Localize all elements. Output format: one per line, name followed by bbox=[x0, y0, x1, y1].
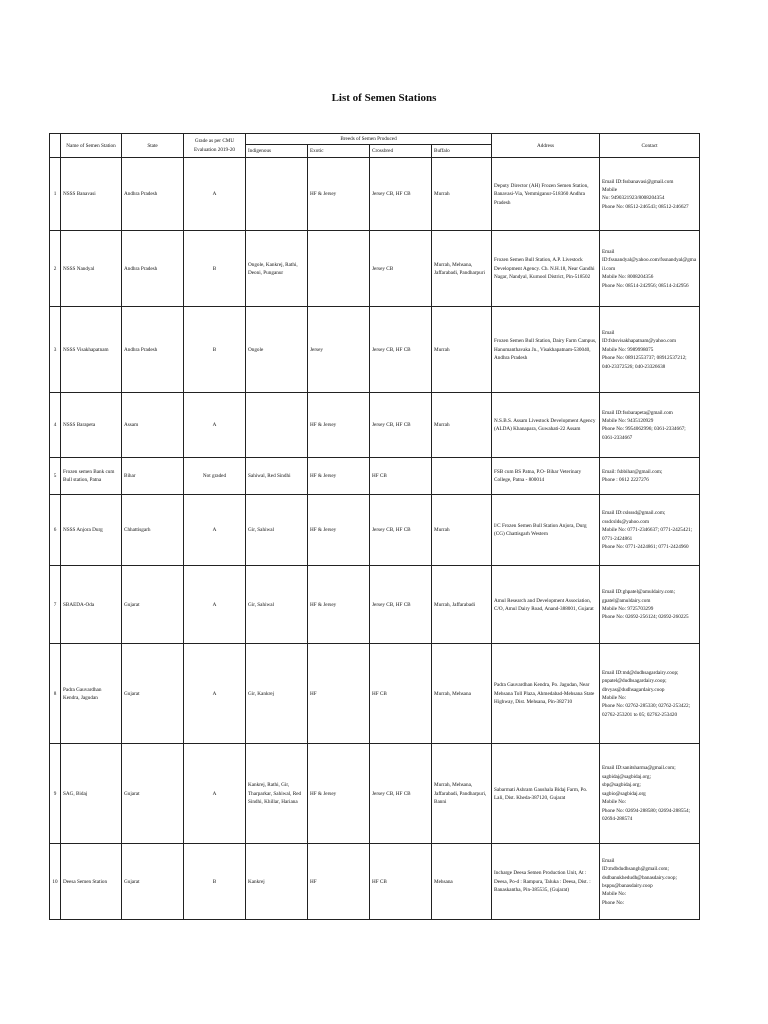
contact-line: Mobile No: 9435120929 bbox=[602, 418, 654, 424]
contact-line: gpatel@amuldairy.com bbox=[602, 597, 651, 604]
contact-line: Mobile No: bbox=[602, 799, 627, 806]
contact-line: sagbidaj@sagbidaj.org; bbox=[602, 773, 651, 780]
contact-line: Phone No: 02762-285330; 02762-253422; 02762-253201 to 05; 02762-253420 bbox=[602, 703, 691, 718]
contact-line: Email bbox=[602, 329, 615, 336]
indigenous-breeds-cell: Gir, Kankrej bbox=[246, 644, 308, 744]
table-row bbox=[50, 495, 700, 566]
contact-line: Email ID:ghpatel@amuldairy.com; bbox=[602, 589, 676, 596]
address-cell: N.S.B.S. Assam Livestock Development Agency (ALDA) Khanapara, Guwahati-22 Assam bbox=[492, 393, 600, 458]
contact-line: dsdbanukhedudh@banasdairy.coop; bbox=[602, 874, 677, 881]
address-cell: Frozen Semen Bull Station, A.P. Livestock Development Agency. Ch. N.H.18, Near Gandhi Nagar, Nandyal, Kurnool District, Pin-518502 bbox=[492, 231, 600, 307]
grade-cell: A bbox=[184, 158, 246, 231]
table-body bbox=[50, 158, 700, 920]
contact-line: Phone No: 08514-242956; 08514-242956 bbox=[602, 282, 689, 289]
header-state: State bbox=[122, 134, 184, 158]
contact-cell bbox=[600, 393, 700, 458]
header-indigenous: Indigenous bbox=[246, 145, 308, 158]
contact-line: dbvyas@dudhsagardairy.coop bbox=[602, 686, 665, 693]
table-row bbox=[50, 458, 700, 495]
address-cell: Deputy Director (AH) Frozen Semen Station, Banavasi-Via, Yemmiganur-518360 Andhra Pradesh bbox=[492, 158, 600, 231]
grade-cell: A bbox=[184, 644, 246, 744]
contact-line: Email: fsbbihar@gmail.com; bbox=[602, 469, 663, 475]
exotic-breeds-cell: HF & Jersey bbox=[308, 458, 370, 495]
address-cell: FSB cum BS Patna, P.O- Bihar Veterinary College, Patna - 800014 bbox=[492, 458, 600, 495]
contact-line: ID:fsbsvisakhapatnam@yahoo.com bbox=[602, 338, 677, 345]
address-cell: Frozen Semen Bull Station, Dairy Farm Campus, Hanumanthavaka Jn., Visakhapatnam-530040, Andhra Pradesh bbox=[492, 307, 600, 393]
contact-line: ID:fssnandyal@yahoo.com/fssnandyal@gmail.com bbox=[602, 257, 697, 272]
state-cell: Gujarat bbox=[122, 644, 184, 744]
contact-line: Phone No: bbox=[602, 899, 625, 906]
semen-stations-table bbox=[49, 133, 700, 920]
indigenous-breeds-cell bbox=[246, 158, 308, 231]
crossbred-breeds-cell: Jersey CB, HF CB bbox=[370, 393, 432, 458]
header-buffalo: Buffalo bbox=[432, 145, 492, 158]
buffalo-breeds-cell: Mehsana bbox=[432, 844, 492, 920]
contact-line: ID:mdbdudhsangh@gmail.com; bbox=[602, 866, 669, 873]
grade-cell: A bbox=[184, 744, 246, 844]
state-cell: Gujarat bbox=[122, 744, 184, 844]
state-cell: Gujarat bbox=[122, 566, 184, 644]
buffalo-breeds-cell: Murrah bbox=[432, 307, 492, 393]
contact-line: Email ID:fssbarapeta@gmail.com bbox=[602, 409, 673, 416]
table-header bbox=[50, 134, 700, 158]
station-name: Frozen semen Bank cum Bull station, Patna bbox=[61, 458, 122, 495]
address-cell: Padra Gauvardhan Kendra, Po. Jagudan, Near Mehsana Toll Plaza, Ahmedabad-Mehsana State Highway, Dist. Mehsana, Pin-382710 bbox=[492, 644, 600, 744]
crossbred-breeds-cell: Jersey CB, HF CB bbox=[370, 566, 432, 644]
address-cell: Amul Research and Development Association, C/O, Amul Dairy Road, Anand-388001, Gujarat bbox=[492, 566, 600, 644]
crossbred-breeds-cell: Jersey CB, HF CB bbox=[370, 307, 432, 393]
row-number: 3 bbox=[50, 307, 61, 393]
contact-line: Phone No: 0771-2424861; 0771-2424960 bbox=[602, 544, 689, 551]
contact-line: Email ID:md@dudhsagardairy.coop; bbox=[602, 669, 679, 676]
indigenous-breeds-cell: Ongole bbox=[246, 307, 308, 393]
contact-line: Mobile No: 9989998075 bbox=[602, 346, 654, 353]
contact-line: Phone No: 9954062996; 0361-2334667; 0361-2334667 bbox=[602, 426, 686, 441]
state-cell: Gujarat bbox=[122, 844, 184, 920]
row-number: 10 bbox=[50, 844, 61, 920]
row-number: 2 bbox=[50, 231, 61, 307]
contact-line: Phone No: 08512-246543; 08512-246627 bbox=[602, 203, 689, 210]
station-name: NSSS Nandyal bbox=[61, 231, 122, 307]
contact-line: Phone No: 08912553737; 08912537212; 040-23372526; 040-23326638 bbox=[602, 355, 687, 370]
state-cell: Assam bbox=[122, 393, 184, 458]
indigenous-breeds-cell: Gir, Sahiwal bbox=[246, 566, 308, 644]
contact-line: Phone No: 02694-288580; 02694-288554; 02694-288574 bbox=[602, 807, 691, 822]
station-name: SBAEDA-Oda bbox=[61, 566, 122, 644]
contact-cell bbox=[600, 158, 700, 231]
contact-line: cssdcslds@yahoo.com bbox=[602, 518, 650, 525]
exotic-breeds-cell bbox=[308, 231, 370, 307]
crossbred-breeds-cell: Jersey CB, HF CB bbox=[370, 158, 432, 231]
grade-cell: A bbox=[184, 393, 246, 458]
header-sn bbox=[50, 134, 61, 158]
row-number: 5 bbox=[50, 458, 61, 495]
row-number: 9 bbox=[50, 744, 61, 844]
header-crossbred: Crossbred bbox=[370, 145, 432, 158]
station-name: NSSS Anjora Durg bbox=[61, 495, 122, 566]
contact-line: Mobile No: 0771-2346637; 0771-2425421; 0771-2424861 bbox=[602, 527, 693, 542]
contact-cell bbox=[600, 495, 700, 566]
header-contact: Contact bbox=[600, 134, 700, 158]
contact-cell bbox=[600, 307, 700, 393]
state-cell: Chhattisgarh bbox=[122, 495, 184, 566]
exotic-breeds-cell: HF bbox=[308, 644, 370, 744]
table-row bbox=[50, 644, 700, 744]
table-row bbox=[50, 744, 700, 844]
contact-line: Mobile No: 8008204356 bbox=[602, 274, 654, 281]
row-number: 6 bbox=[50, 495, 61, 566]
contact-line: Mobile No: bbox=[602, 891, 627, 898]
header-name: Name of Semen Station bbox=[61, 134, 122, 158]
row-number: 7 bbox=[50, 566, 61, 644]
exotic-breeds-cell: HF & Jersey bbox=[308, 566, 370, 644]
exotic-breeds-cell: HF bbox=[308, 844, 370, 920]
contact-line: Mobile No: 9725703299 bbox=[602, 605, 654, 612]
table-row bbox=[50, 566, 700, 644]
grade-cell: B bbox=[184, 307, 246, 393]
contact-line: Email bbox=[602, 248, 615, 255]
contact-cell bbox=[600, 566, 700, 644]
contact-cell bbox=[600, 744, 700, 844]
crossbred-breeds-cell: HF CB bbox=[370, 644, 432, 744]
contact-line: sbp@sagbidaj.org; bbox=[602, 782, 641, 789]
crossbred-breeds-cell: HF CB bbox=[370, 844, 432, 920]
contact-cell bbox=[600, 844, 700, 920]
document-title: List of Semen Stations bbox=[331, 92, 437, 104]
contact-line: Phone : 0612 2227276 bbox=[602, 477, 649, 484]
station-name: Deesa Semen Station bbox=[61, 844, 122, 920]
header-address: Address bbox=[492, 134, 600, 158]
buffalo-breeds-cell bbox=[432, 458, 492, 495]
buffalo-breeds-cell: Murrah, Mehsana, Jaffarabadi, Pandharpuri bbox=[432, 231, 492, 307]
buffalo-breeds-cell: Murrah bbox=[432, 495, 492, 566]
indigenous-breeds-cell: Kankrej bbox=[246, 844, 308, 920]
grade-cell: Not graded bbox=[184, 458, 246, 495]
contact-line: Mobile bbox=[602, 187, 618, 193]
row-number: 4 bbox=[50, 393, 61, 458]
station-name: SAG, Bidaj bbox=[61, 744, 122, 844]
grade-cell: B bbox=[184, 844, 246, 920]
state-cell: Andhra Pradesh bbox=[122, 231, 184, 307]
contact-cell bbox=[600, 458, 700, 495]
contact-line: bsppu@banasdairy.coop bbox=[602, 882, 653, 889]
contact-line: Phone No: 02692-256124; 02692-260225 bbox=[602, 614, 689, 621]
contact-cell bbox=[600, 231, 700, 307]
state-cell: Andhra Pradesh bbox=[122, 307, 184, 393]
state-cell: Bihar bbox=[122, 458, 184, 495]
buffalo-breeds-cell: Murrah, Jaffarabadi bbox=[432, 566, 492, 644]
grade-cell: A bbox=[184, 566, 246, 644]
buffalo-breeds-cell: Murrah, Mehsana bbox=[432, 644, 492, 744]
state-cell: Andhra Pradesh bbox=[122, 158, 184, 231]
exotic-breeds-cell: HF & Jersey bbox=[308, 744, 370, 844]
header-grade: Grade as per CMU Evaluation 2019-20 bbox=[184, 134, 246, 158]
header-breeds: Breeds of Semen Produced bbox=[246, 134, 492, 145]
contact-line: Email ID:cslsssd@gmail.com; bbox=[602, 510, 666, 517]
exotic-breeds-cell: HF & Jersey bbox=[308, 495, 370, 566]
buffalo-breeds-cell: Murrah bbox=[432, 393, 492, 458]
station-name: NSSS Barapeta bbox=[61, 393, 122, 458]
exotic-breeds-cell: Jersey bbox=[308, 307, 370, 393]
contact-line: Mobile No: bbox=[602, 694, 627, 701]
contact-line: sagbio@sagbidaj.org bbox=[602, 790, 646, 797]
indigenous-breeds-cell: Gir, Sahiwal bbox=[246, 495, 308, 566]
address-cell: Incharge Deesa Semen Production Unit, At : Deesa, Po-d : Rampura, Taluka : Deesa, Dist. : Banaskantha, Pin-385535, (Gujarat) bbox=[492, 844, 600, 920]
station-name: NSSS Banavasi bbox=[61, 158, 122, 231]
contact-line: No: 9490321923/8008204354 bbox=[602, 195, 665, 202]
table-row bbox=[50, 307, 700, 393]
contact-line: pnpatel@dudhsagardairy.coop; bbox=[602, 678, 667, 685]
grade-cell: B bbox=[184, 231, 246, 307]
indigenous-breeds-cell: Sahiwal, Red Sindhi bbox=[246, 458, 308, 495]
table-row bbox=[50, 231, 700, 307]
station-name: NSSS Visakhapatnam bbox=[61, 307, 122, 393]
exotic-breeds-cell: HF & Jersey bbox=[308, 393, 370, 458]
address-cell: Sabarmati Ashram Gaushala Bidaj Farm, Po. Lali, Dist. Kheda-387120, Gujarat bbox=[492, 744, 600, 844]
address-cell: I/C Frozen Semen Bull Station Anjora, Durg (CG) Chattisgarh Western bbox=[492, 495, 600, 566]
table-row bbox=[50, 393, 700, 458]
indigenous-breeds-cell: Ongole, Kankrej, Rathi, Deoni, Punganur bbox=[246, 231, 308, 307]
header-exotic: Exotic bbox=[308, 145, 370, 158]
crossbred-breeds-cell: Jersey CB, HF CB bbox=[370, 495, 432, 566]
contact-cell bbox=[600, 644, 700, 744]
indigenous-breeds-cell: Kankrej, Rathi, Gir, Tharparkar, Sahiwal, Red Sindhi, Khillar, Hariana bbox=[246, 744, 308, 844]
grade-cell: A bbox=[184, 495, 246, 566]
exotic-breeds-cell: HF & Jersey bbox=[308, 158, 370, 231]
indigenous-breeds-cell bbox=[246, 393, 308, 458]
crossbred-breeds-cell: Jersey CB, HF CB bbox=[370, 744, 432, 844]
station-name: Padra Gauvardhan Kendra, Jagudan bbox=[61, 644, 122, 744]
row-number: 1 bbox=[50, 158, 61, 231]
crossbred-breeds-cell: HF CB bbox=[370, 458, 432, 495]
row-number: 8 bbox=[50, 644, 61, 744]
buffalo-breeds-cell: Murrah, Mehsana, Jaffarabadi, Pandharpuri, Banni bbox=[432, 744, 492, 844]
table-row bbox=[50, 158, 700, 231]
crossbred-breeds-cell: Jersey CB bbox=[370, 231, 432, 307]
contact-line: Email ID:sanitsharma@gmail.com; bbox=[602, 765, 676, 772]
contact-line: Email ID:fssbanavasi@gmail.com bbox=[602, 178, 674, 185]
contact-line: Email bbox=[602, 857, 615, 864]
table-row bbox=[50, 844, 700, 920]
buffalo-breeds-cell: Murrah bbox=[432, 158, 492, 231]
